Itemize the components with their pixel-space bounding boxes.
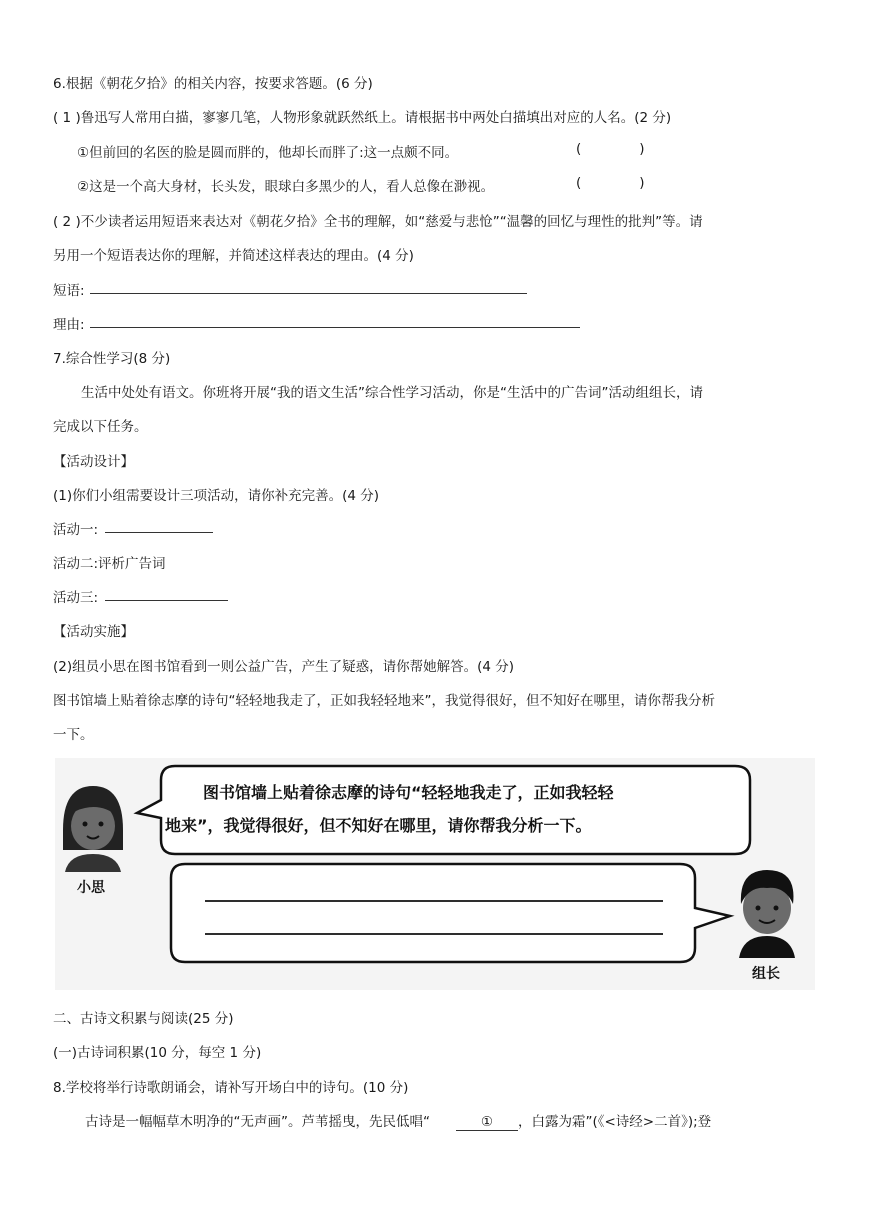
section2-title: 二、古诗文积累与阅读(25 分) <box>53 1011 234 1027</box>
q8-text-a: 古诗是一幅幅草木明净的“无声画”。芦苇摇曳，先民低唱“ <box>85 1114 430 1130</box>
phrase-answer-line[interactable] <box>90 293 527 294</box>
impl-heading: 【活动实施】 <box>53 624 134 640</box>
impl-question: (2)组员小思在图书馆看到一则公益广告，产生了疑惑，请你帮她解答。(4 分) <box>53 659 515 675</box>
speech-bubble-answer <box>171 864 730 962</box>
phrase-label: 短语: <box>53 283 85 299</box>
q7-title: 7.综合性学习(8 分) <box>53 351 171 367</box>
activity3-answer-line[interactable] <box>105 600 228 601</box>
paren-close: ) <box>639 141 645 157</box>
q6-item1: ①但前回的名医的脸是圆而胖的，他却长而胖了:这一点颇不同。 <box>77 145 459 161</box>
design-question: (1)你们小组需要设计三项活动，请你补充完善。(4 分) <box>53 488 380 504</box>
q6-item2-answer-paren[interactable] <box>576 175 645 191</box>
q8-title: 8.学校将举行诗歌朗诵会，请补写开场白中的诗句。(10 分) <box>53 1080 409 1096</box>
q6-sub2-line1: ( 2 )不少读者运用短语来表达对《朝花夕拾》全书的理解，如“慈爱与悲怆”“温馨的回忆与理性的批判”等。请 <box>53 214 703 230</box>
bubble-text-line2: 地来”，我觉得很好，但不知好在哪里，请你帮我分析一下。 <box>165 816 592 835</box>
character-leader-name: 组长 <box>752 966 780 982</box>
activity1-label: 活动一: <box>53 522 99 538</box>
design-heading: 【活动设计】 <box>53 454 134 470</box>
speech-bubble-question <box>137 766 750 854</box>
q8-text <box>85 1110 711 1131</box>
q6-sub2-line2: 另用一个短语表达你的理解，并简述这样表达的理由。(4 分) <box>53 248 414 264</box>
bubble-text-line1: 图书馆墙上贴着徐志摩的诗句“轻轻地我走了，正如我轻轻 <box>203 783 614 802</box>
q8-blank-1[interactable]: ① <box>456 1114 518 1131</box>
activity2-label: 活动二:评析广告词 <box>53 556 166 572</box>
q8-text-b: ，白露为霜”(《<诗经>二首》);登 <box>517 1114 712 1130</box>
activity1-answer-line[interactable] <box>105 532 213 533</box>
impl-text-line1: 图书馆墙上贴着徐志摩的诗句“轻轻地我走了，正如我轻轻地来”，我觉得很好，但不知好在哪里，请你帮我分析 <box>53 693 715 709</box>
paren-close: ) <box>639 175 645 191</box>
q6-sub1: ( 1 )鲁迅写人常用白描，寥寥几笔，人物形象就跃然纸上。请根据书中两处白描填出对应的人名。(2 分) <box>53 110 672 126</box>
section2-subtitle: (一)古诗词积累(10 分，每空 1 分) <box>53 1045 262 1061</box>
character-xiaosi-name: 小思 <box>77 880 105 896</box>
impl-text-line2: 一下。 <box>53 727 94 743</box>
reason-label: 理由: <box>53 317 85 333</box>
reason-answer-line[interactable] <box>90 327 580 328</box>
paren-open: ( <box>576 141 582 157</box>
q6-title: 6.根据《朝花夕拾》的相关内容，按要求答题。(6 分) <box>53 76 373 92</box>
q6-item2: ②这是一个高大身材，长头发，眼球白多黑少的人，看人总像在渺视。 <box>77 179 495 195</box>
q7-intro-line1: 生活中处处有语文。你班将开展“我的语文生活”综合性学习活动，你是“生活中的广告词”活动组组长，请 <box>81 385 703 401</box>
dialogue-illustration <box>55 758 815 990</box>
activity3-label: 活动三: <box>53 590 99 606</box>
q7-intro-line2: 完成以下任务。 <box>53 419 148 435</box>
paren-open: ( <box>576 175 582 191</box>
q6-item1-answer-paren[interactable] <box>576 141 645 157</box>
